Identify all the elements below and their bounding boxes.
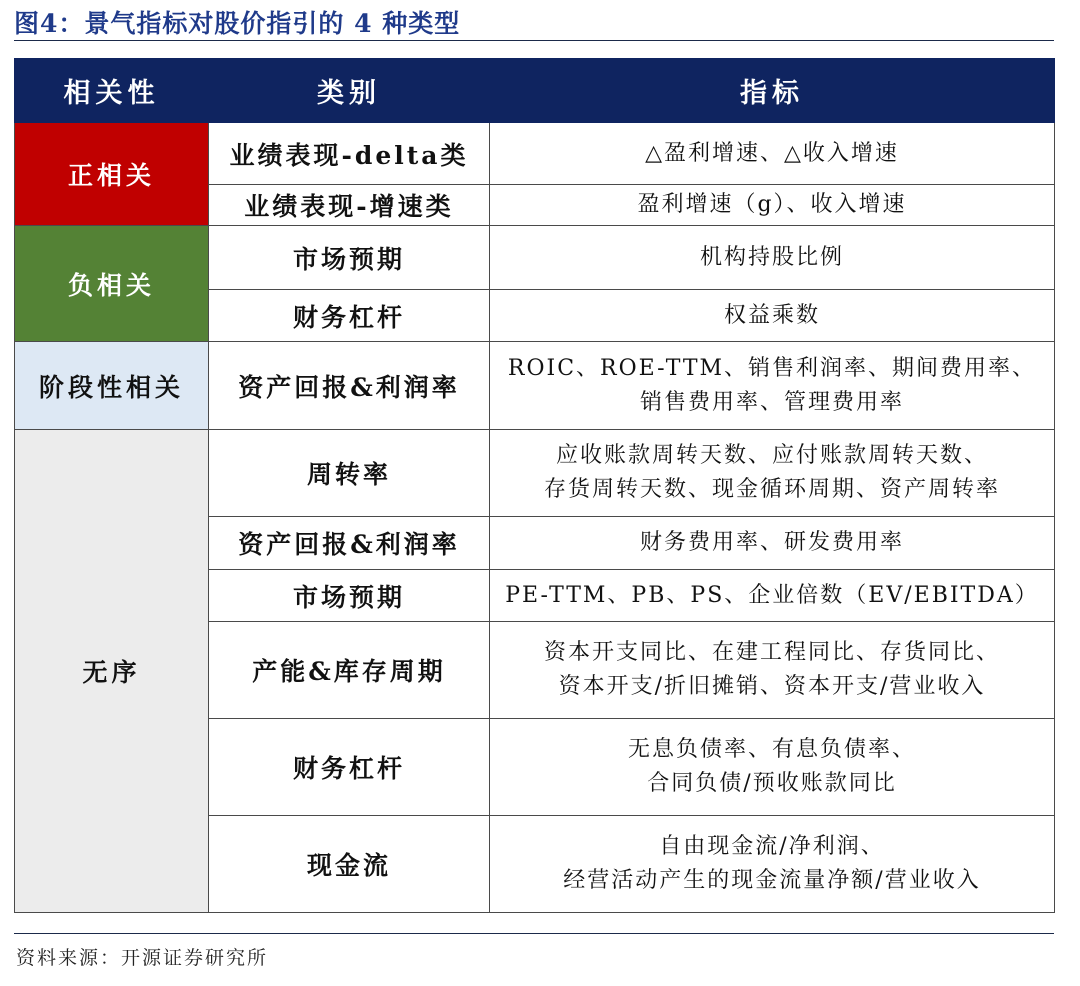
- indicator-cell: [490, 342, 1055, 430]
- indicator-line: 资本开支同比、在建工程同比、存货同比、: [543, 640, 1000, 665]
- category-cell: 周转率: [209, 430, 490, 517]
- indicator-cell: [490, 226, 1055, 290]
- indicator-line: 经营活动产生的现金流量净额/营业收入: [563, 868, 981, 893]
- source-rule: [14, 933, 1054, 934]
- category-cell: 资产回报&利润率: [209, 342, 490, 430]
- indicator-line: 机构持股比例: [699, 244, 844, 270]
- indicator-line: 应收账款周转天数、应付账款周转天数、: [555, 443, 988, 468]
- header-correlation: 相关性: [15, 59, 209, 123]
- table-row: [15, 430, 1055, 517]
- indicator-cell: [490, 123, 1055, 185]
- group-stage: 阶段性相关: [15, 342, 209, 430]
- table-row: [15, 342, 1055, 430]
- indicator-line: PE-TTM、PB、PS、企业倍数（EV/EBITDA）: [505, 582, 1039, 608]
- source-note: 资料来源：开源证券研究所: [16, 947, 269, 969]
- indicator-table: [14, 58, 1055, 913]
- indicator-cell: [490, 622, 1055, 719]
- category-cell: 业绩表现-delta类: [209, 123, 490, 185]
- header-indicator: 指标: [490, 59, 1055, 123]
- category-cell: 市场预期: [209, 226, 490, 290]
- indicator-cell: [490, 719, 1055, 816]
- indicator-line: 自由现金流/净利润、: [659, 834, 885, 859]
- indicator-line: 盈利增速（g）、收入增速: [637, 192, 907, 217]
- indicator-line: △盈利增速、△收入增速: [645, 140, 899, 166]
- category-cell: 资产回报&利润率: [209, 517, 490, 570]
- category-cell: 产能&库存周期: [209, 622, 490, 719]
- indicator-cell: [490, 185, 1055, 226]
- category-cell: 市场预期: [209, 570, 490, 622]
- category-cell: 财务杠杆: [209, 290, 490, 342]
- indicator-cell: [490, 816, 1055, 913]
- indicator-cell: [490, 290, 1055, 342]
- indicator-line: 销售费用率、管理费用率: [639, 389, 904, 415]
- indicator-cell: [490, 570, 1055, 622]
- table-row: [15, 226, 1055, 290]
- indicator-line: 财务费用率、研发费用率: [639, 530, 904, 555]
- indicator-line: 资本开支/折旧摊销、资本开支/营业收入: [558, 674, 986, 699]
- header-category: 类别: [209, 59, 490, 123]
- table-row: [15, 123, 1055, 185]
- title-rule: [14, 40, 1054, 41]
- table-header-row: [15, 59, 1055, 123]
- group-unordered: 无序: [15, 430, 209, 913]
- indicator-cell: [490, 517, 1055, 570]
- indicator-line: 权益乘数: [723, 302, 820, 328]
- indicator-line: 无息负债率、有息负债率、: [627, 737, 916, 762]
- category-cell: 财务杠杆: [209, 719, 490, 816]
- category-cell: 现金流: [209, 816, 490, 913]
- indicator-line: 存货周转天数、现金循环周期、资产周转率: [543, 477, 1000, 502]
- category-cell: 业绩表现-增速类: [209, 185, 490, 226]
- indicator-line: 合同负债/预收账款同比: [647, 771, 897, 796]
- figure-title: 图4：景气指标对股价指引的 4 种类型: [14, 9, 461, 38]
- indicator-cell: [490, 430, 1055, 517]
- group-positive: 正相关: [15, 123, 209, 226]
- group-negative: 负相关: [15, 226, 209, 342]
- indicator-line: ROIC、ROE-TTM、销售利润率、期间费用率、: [507, 355, 1037, 381]
